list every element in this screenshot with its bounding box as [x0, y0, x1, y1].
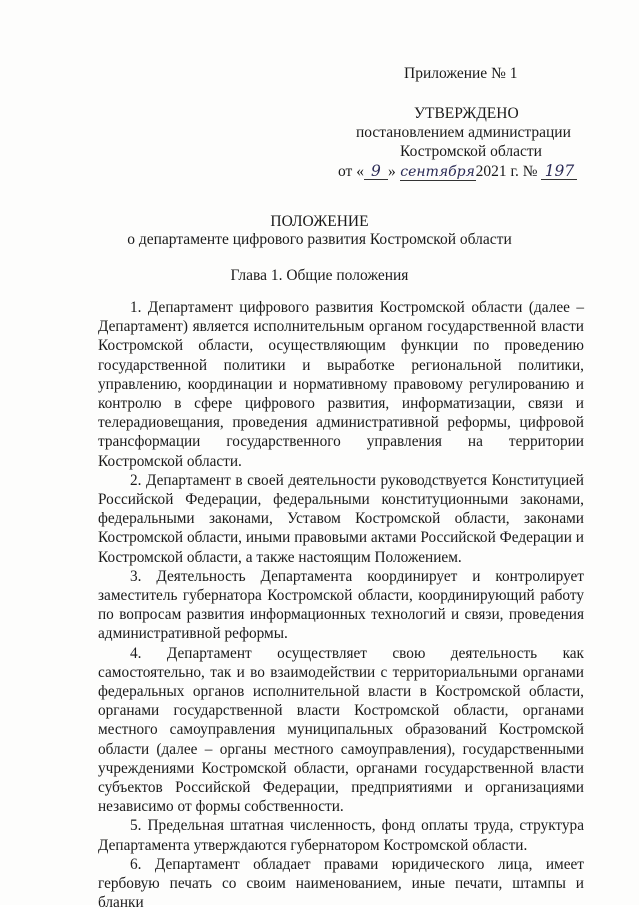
approved-by-line: постановлением администрации	[356, 124, 571, 141]
region-line: Костромской области	[400, 143, 542, 160]
paragraph-4: 4. Департамент осуществляет свою деятельность как самостоятельно, так и во взаимодействии с территориальными органами федеральных органов исполнительной власти в Костромской области, органами государственной власти Костромской области, органами местного самоуправления муниципальных образований Костромской области (далее – органы местного самоуправления), государственными учреждениями Костромской области, органами государственной власти субъектов Российской Федерации, предприятиями и организациями независимо от формы собственности.	[98, 644, 584, 816]
paragraph-6: 6. Департамент обладает правами юридического лица, имеет гербовую печать со своим наименованием, иные печати, штампы и бланки	[98, 855, 584, 912]
handwritten-day: 9	[364, 163, 388, 180]
paragraph-1: 1. Департамент цифрового развития Костромской области (далее – Департамент) является исполнительным органом государственной власти Костромской области, осуществляющим функции по проведению государственной политики и выработке региональной политики, управлению, координации и нормативному правовому регулированию и контролю в сфере цифрового развития, информатизации, связи и телерадиовещания, проведения административной реформы, цифровой трансформации государственного управления на территории Костромской области.	[98, 299, 584, 470]
date-line	[338, 162, 577, 181]
approved-stamp-text: УТВЕРЖДЕНО	[414, 105, 519, 122]
document-title: ПОЛОЖЕНИЕ	[270, 213, 369, 230]
date-prefix: от «	[338, 163, 364, 180]
document-body	[98, 298, 584, 913]
handwritten-month: сентября	[400, 164, 475, 180]
date-mid: »	[387, 163, 396, 180]
document-subtitle: о департаменте цифрового развития Костромской области	[127, 231, 512, 248]
paragraph-5: 5. Предельная штатная численность, фонд оплаты труда, структура Департамента утверждаются губернатором Костромской области.	[98, 817, 584, 854]
chapter-heading: Глава 1. Общие положения	[230, 267, 409, 284]
date-year: 2021 г. №	[475, 163, 538, 180]
appendix-label: Приложение № 1	[404, 65, 518, 82]
paragraph-3: 3. Деятельность Департамента координирует и контролирует заместитель губернатора Костромской области, координирующий работу по вопросам развития информационных технологий и связи, проведения административной реформы.	[98, 567, 584, 643]
paragraph-2: 2. Департамент в своей деятельности руководствуется Конституцией Российской Федерации, федеральными конституционными законами, федеральными законами, Уставом Костромской области, законами Костромской области, иными правовыми актами Российской Федерации и Костромской области, а также настоящим Положением.	[98, 471, 584, 566]
handwritten-number: 197	[541, 163, 577, 180]
